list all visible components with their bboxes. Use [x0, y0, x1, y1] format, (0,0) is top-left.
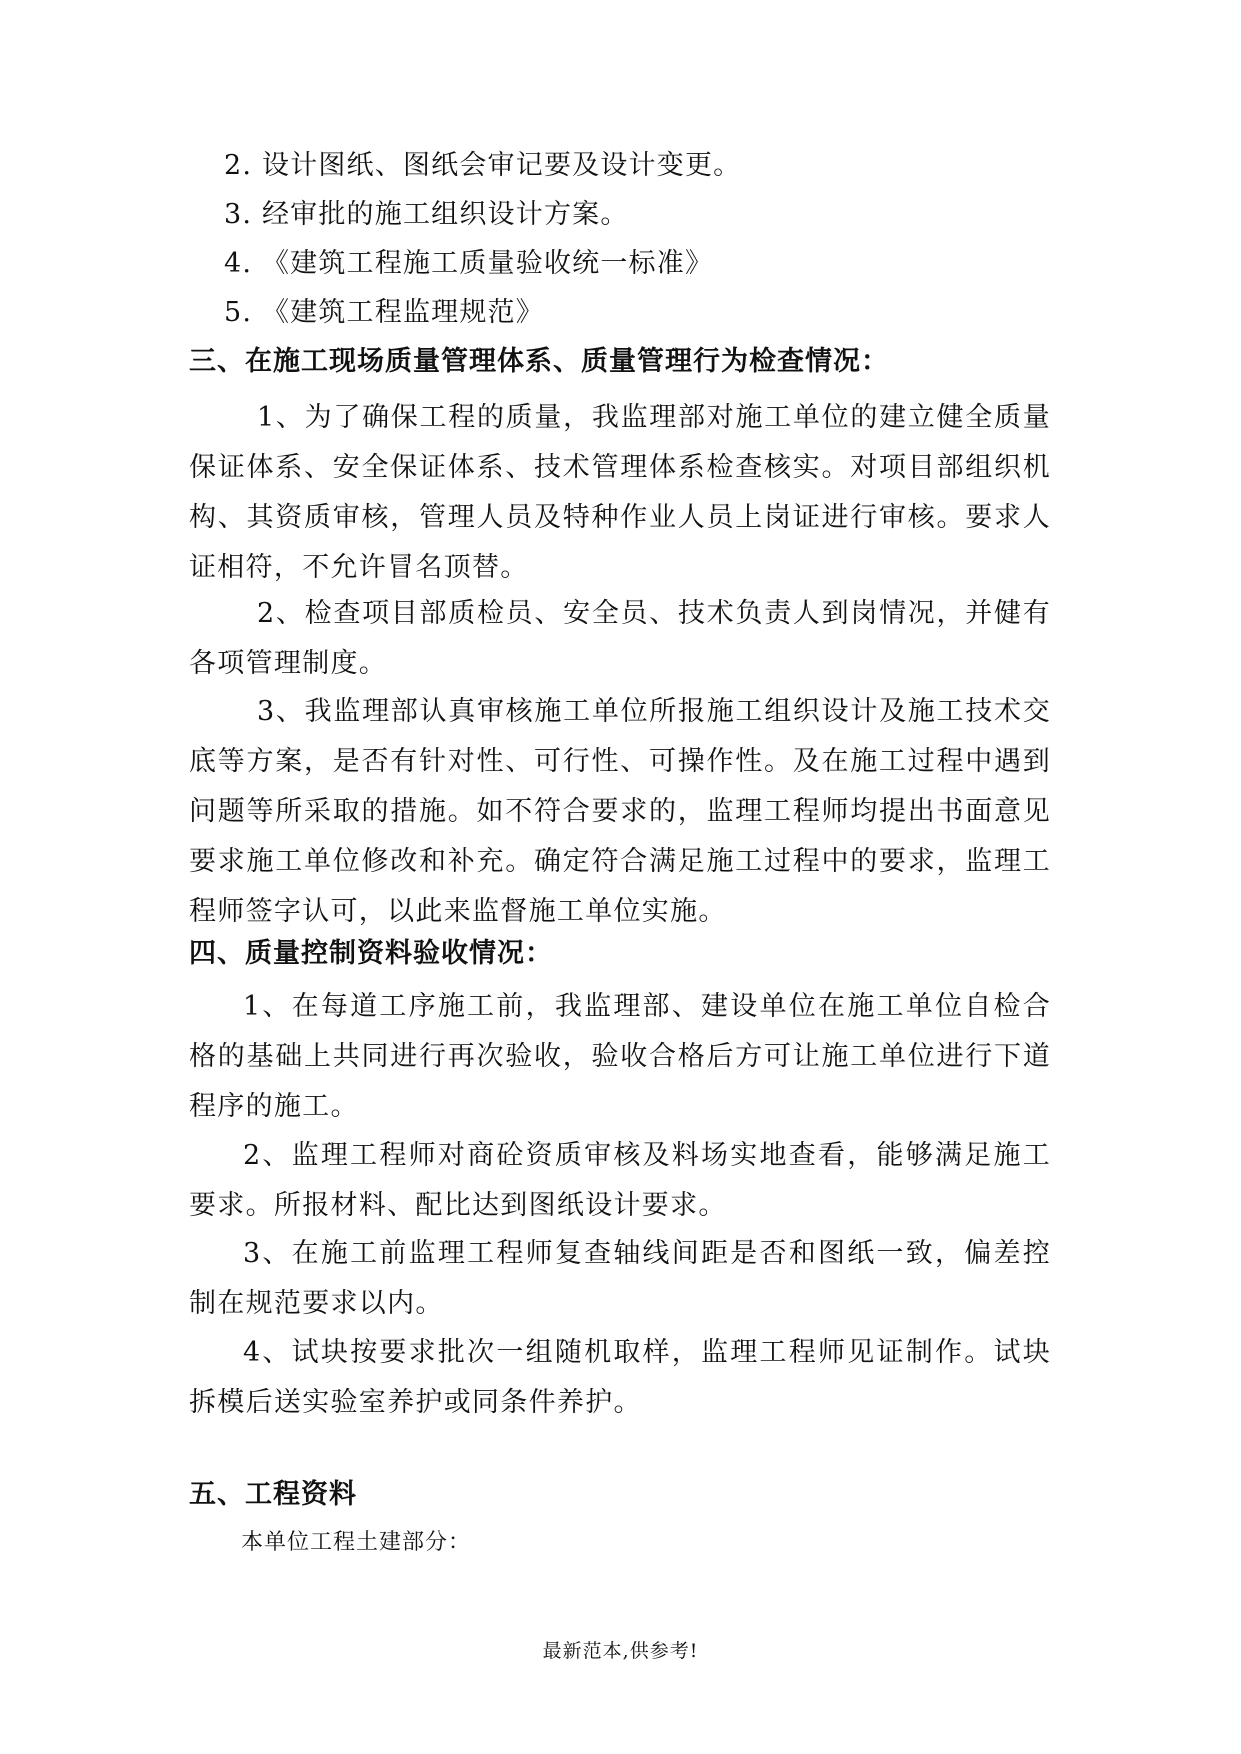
section3-paragraph-2: 2、检查项目部质检员、安全员、技术负责人到岗情况，并健有各项管理制度。: [189, 598, 1051, 679]
section3-heading: 三、在施工现场质量管理体系、质量管理行为检查情况：: [189, 346, 889, 377]
section4-paragraph-3: 3、在施工前监理工程师复查轴线间距是否和图纸一致，偏差控制在规范要求以内。: [189, 1238, 1051, 1319]
basis-item-5: 5. 《建筑工程监理规范》: [224, 297, 544, 328]
section4-paragraph-2: 2、监理工程师对商砼资质审核及料场实地查看，能够满足施工要求。所报材料、配比达到图纸设计要求。: [189, 1140, 1051, 1221]
basis-item-2: 2. 设计图纸、图纸会审记要及设计变更。: [224, 150, 742, 181]
section5-note: 本单位工程土建部分：: [241, 1530, 472, 1555]
basis-item-3: 3. 经审批的施工组织设计方案。: [224, 199, 629, 230]
section3-paragraph-3: 3、我监理部认真审核施工单位所报施工组织设计及施工技术交底等方案，是否有针对性、可行性、可操作性。及在施工过程中遇到问题等所采取的措施。如不符合要求的，监理工程师均提出书面意见要求施工单位修改和补充。确定符合满足施工过程中的要求，监理工程师签字认可，以此来监督施工单位实施。: [189, 696, 1051, 927]
page-footer: 最新范本,供参考!: [542, 1640, 699, 1662]
section3-paragraph-1: 1、为了确保工程的质量，我监理部对施工单位的建立健全质量保证体系、安全保证体系、技术管理体系检查核实。对项目部组织机构、其资质审核，管理人员及特种作业人员上岗证进行审核。要求人证相符，不允许冒名顶替。: [189, 402, 1051, 583]
section4-paragraph-1: 1、在每道工序施工前，我监理部、建设单位在施工单位自检合格的基础上共同进行再次验收，验收合格后方可让施工单位进行下道程序的施工。: [189, 991, 1051, 1122]
basis-item-4: 4. 《建筑工程施工质量验收统一标准》: [224, 248, 714, 279]
section4-paragraph-4: 4、试块按要求批次一组随机取样，监理工程师见证制作。试块拆模后送实验室养护或同条件养护。: [189, 1337, 1051, 1418]
section5-heading: 五、工程资料: [189, 1479, 357, 1510]
section4-heading: 四、质量控制资料验收情况：: [189, 938, 553, 969]
